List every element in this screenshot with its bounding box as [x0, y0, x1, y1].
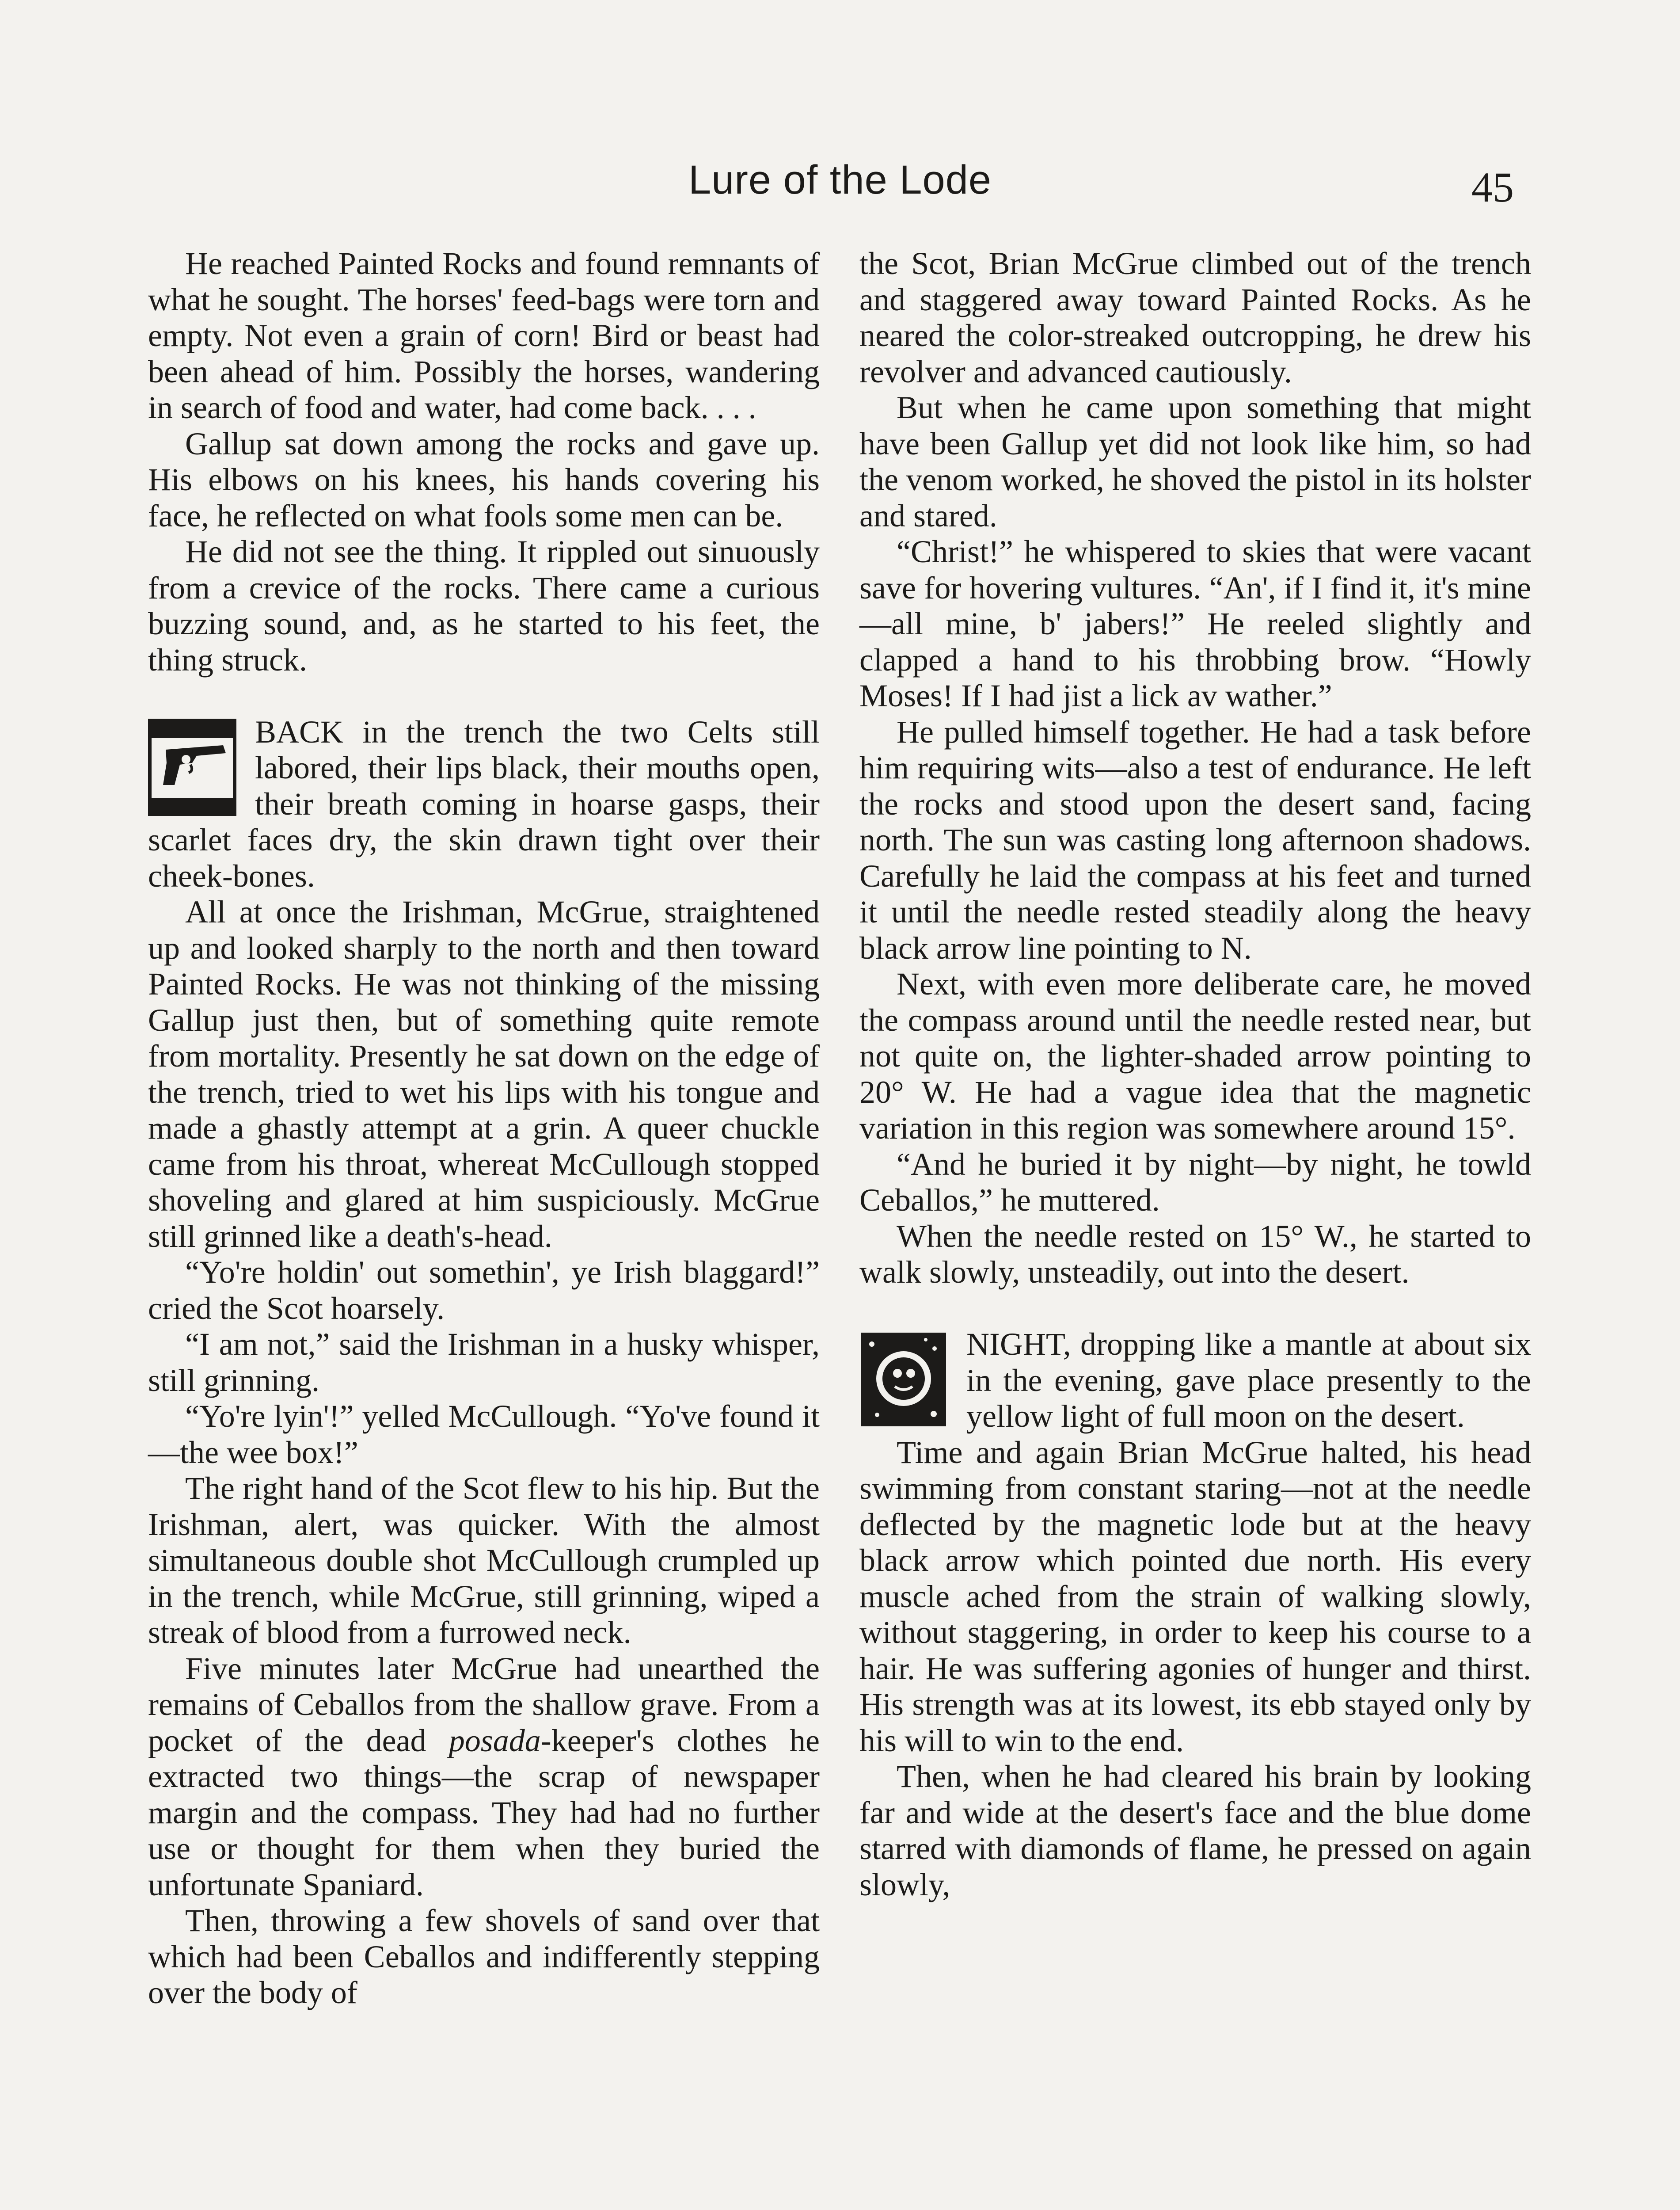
paragraph: Then, when he had cleared his brain by looking far and wide at the desert's face and the blue dome starred with diamonds of flame, he pressed on again slowly, [859, 1759, 1531, 1902]
running-title: Lure of the Lode [688, 157, 992, 202]
paragraph: He did not see the thing. It rippled out sinuously from a crevice of the rocks. There came a curious buzzing sound, and, as he started to his feet, the thing struck. [148, 534, 820, 678]
paragraph: “Yo're lyin'!” yelled McCullough. “Yo've found it—the wee box!” [148, 1398, 820, 1470]
paragraph: He reached Painted Rocks and found remnants of what he sought. The horses' feed-bags were torn and empty. Not even a grain of corn! Bird or beast had been ahead of him. Possibly the horses, wandering in search of food and water, had come back. . . . [148, 246, 820, 425]
paragraph: Next, with even more deliberate care, he moved the compass around until the needle rested near, but not quite on, the lighter-shaded arrow pointing to 20° W. He had a vague idea that the magnetic variation in this region was somewhere around 15°. [859, 966, 1531, 1146]
paragraph: The right hand of the Scot flew to his hip. But the Irishman, alert, was quicker. With the almost simultaneous double shot McCullough crumpled up in the trench, while McGrue, still grinning, wiped a streak of blood from a furrowed neck. [148, 1471, 820, 1650]
revolver-ornament-icon [148, 719, 236, 816]
paragraph: Time and again Brian McGrue halted, his head swimming from constant staring—not at the needle deflected by the magnetic lode but at the heavy black arrow which pointed due north. His every muscle ached from the strain of walking slowly, without staggering, in order to keep his course to a hair. He was suffering agonies of hunger and thirst. His strength was at its lowest, its ebb stayed only by his will to win to the end. [859, 1434, 1531, 1758]
paragraph: But when he came upon something that might have been Gallup yet did not look like him, so had the venom worked, he shoved the pistol in its holster and stared. [859, 390, 1531, 533]
paragraph: He pulled himself together. He had a task before him requiring wits—also a test of endurance. He left the rocks and stood upon the desert sand, facing north. The sun was casting long afternoon shadows. Carefully he laid the compass at his feet and turned it until the needle rested steadily along the heavy black arrow line pointing to N. [859, 714, 1531, 966]
paragraph: NIGHT, dropping like a mantle at about six in the evening, gave place presently to the yellow light of full moon on the desert. [966, 1326, 1531, 1434]
paragraph: Then, throwing a few shovels of sand over that which had been Ceballos and indifferently stepping over the body of [148, 1903, 820, 2010]
page-number: 45 [1471, 164, 1514, 211]
paragraph: BACK in the trench the two Celts still labored, their lips black, their mouths open, their breath coming in hoarse gasps, their scarlet faces dry, the skin drawn tight over their cheek-bones. [148, 714, 820, 894]
paragraph: Gallup sat down among the rocks and gave up. His elbows on his knees, his hands covering his face, he reflected on what fools some men can be. [148, 426, 820, 533]
paragraph: “Christ!” he whispered to skies that were vacant save for hovering vultures. “An', if I find it, it's mine—all mine, b' jabers!” He reeled slightly and clapped a hand to his throbbing brow. “Howly Moses! If I had jist a lick av wather.” [859, 534, 1531, 713]
right-column [859, 246, 1531, 1903]
paragraph: Five minutes later McGrue had unearthed the remains of Ceballos from the shallow grave. From a pocket of the dead posada-keeper's clothes he extracted two things—the scrap of newspaper margin and the compass. They had had no further use or thought for them when they buried the unfortunate Spaniard. [148, 1650, 820, 1902]
paragraph: “I am not,” said the Irishman in a husky whisper, still grinning. [148, 1326, 820, 1398]
section-night [859, 1326, 1531, 1903]
left-column [148, 246, 820, 2011]
paragraph: When the needle rested on 15° W., he started to walk slowly, unsteadily, out into the desert. [859, 1218, 1531, 1290]
paragraph: All at once the Irishman, McGrue, straightened up and looked sharply to the north and then toward Painted Rocks. He was not thinking of the missing Gallup just then, but of something quite remote from mortality. Presently he sat down on the edge of the trench, tried to wet his lips with his tongue and made a ghastly attempt at a grin. A queer chuckle came from his throat, whereat McCullough stopped shoveling and glared at him suspiciously. McGrue still grinned like a death's-head. [148, 894, 820, 1254]
moon-ornament-icon [859, 1331, 948, 1428]
paragraph: “Yo're holdin' out somethin', ye Irish blaggard!” cried the Scot hoarsely. [148, 1254, 820, 1326]
paragraph: the Scot, Brian McGrue climbed out of the trench and staggered away toward Painted Rocks. As he neared the color-streaked outcropping, he drew his revolver and advanced cautiously. [859, 246, 1531, 389]
paragraph: “And he buried it by night—by night, he towld Ceballos,” he muttered. [859, 1146, 1531, 1218]
section-back-in-trench [148, 714, 820, 2011]
